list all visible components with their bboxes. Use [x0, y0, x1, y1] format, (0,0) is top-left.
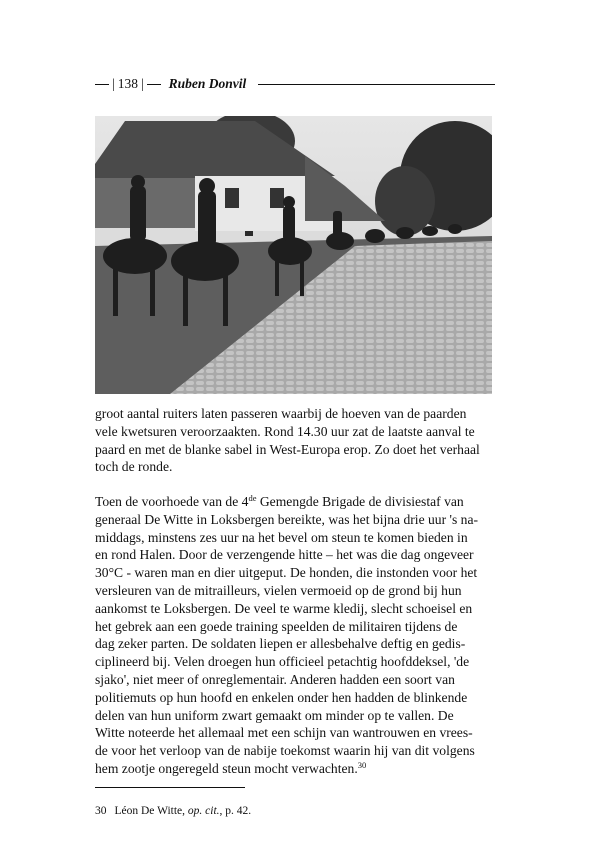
- page-number: 138: [117, 76, 138, 91]
- header-rule: [258, 84, 495, 85]
- text-line: politiemuts op hun hoofd en enkelen onder hen hadden de blinkende: [95, 689, 468, 705]
- header-author: Ruben Donvil: [168, 76, 247, 91]
- paragraph-brigade: [95, 493, 495, 778]
- text-line: ciplineerd bij. Velen droegen hun officieel petachtig hoofddeksel, 'de: [95, 654, 470, 670]
- header-dash: [95, 84, 109, 85]
- footnote-italic: op. cit.: [187, 805, 220, 817]
- header-dash: [147, 84, 161, 85]
- footnote-page: , p. 42.: [219, 805, 252, 817]
- header-bar-left: |: [112, 76, 115, 91]
- header-bar-right: |: [140, 76, 144, 91]
- footnote-reference[interactable]: 30: [357, 759, 367, 770]
- text-line: generaal De Witte in Loksbergen bereikte, was het bijna drie uur 's na-: [95, 511, 479, 527]
- footnote-number: 30: [95, 805, 107, 817]
- ordinal-superscript: de: [248, 493, 257, 503]
- paragraph-continued: [95, 405, 495, 476]
- text-fragment: Gemengde Brigade de divisiestaf van: [256, 494, 464, 509]
- historical-photo-cavalry: [95, 116, 492, 394]
- text-line: aankomst te Loksbergen. De veel te warme kledij, slecht schoeisel en: [95, 600, 473, 616]
- running-header: [95, 75, 495, 93]
- photo-illustration: [95, 116, 492, 394]
- text-line: en rond Halen. Door de verzengende hitte – het was die dag ongeveer: [95, 547, 474, 563]
- footnote-author: Léon De Witte,: [114, 805, 188, 817]
- text-line: dag zeker parten. De soldaten liepen er allesbehalve deftig en gedis-: [95, 636, 466, 652]
- text-line: groot aantal ruiters laten passeren waarbij de hoeven van de paarden: [95, 406, 467, 421]
- footnote-divider: [95, 787, 245, 788]
- text-fragment: Toen de voorhoede van de 4: [95, 494, 249, 509]
- text-line: het gebrek aan een goede training speelden de militairen tijdens de: [95, 618, 458, 634]
- text-line: [95, 760, 495, 778]
- text-line: delen van hun uniform zwart gemaakt om minder op te vallen. De: [95, 707, 454, 723]
- text-line: sjako', niet meer of onreglementair. Anderen hadden een soort van: [95, 671, 455, 687]
- text-line: vele kwetsuren veroorzaakten. Rond 14.30 uur zat de laatste aanval te: [95, 423, 475, 439]
- text-fragment: hem zootje ongeregeld steun mocht verwachten.: [95, 760, 358, 776]
- text-line: de voor het verloop van de nabije toekomst waarin hij van dit volgens: [95, 743, 475, 759]
- text-line: versleuren van de mitrailleurs, vielen vermoeid op de grond bij hun: [95, 582, 462, 598]
- text-line: 30°C - waren man en dier uitgeput. De honden, die instonden voor het: [95, 565, 478, 581]
- text-line: [95, 493, 495, 511]
- text-line: middags, minstens zes uur na het bevel om steun te komen bieden in: [95, 529, 468, 545]
- footnote: [95, 805, 251, 817]
- text-line: toch de ronde.: [95, 459, 173, 475]
- text-line: Witte noteerde het allemaal met een schijn van wantrouwen en vrees-: [95, 725, 473, 741]
- text-line: paard en met de blanke sabel in West-Europa erop. Zo doet het verhaal: [95, 441, 480, 457]
